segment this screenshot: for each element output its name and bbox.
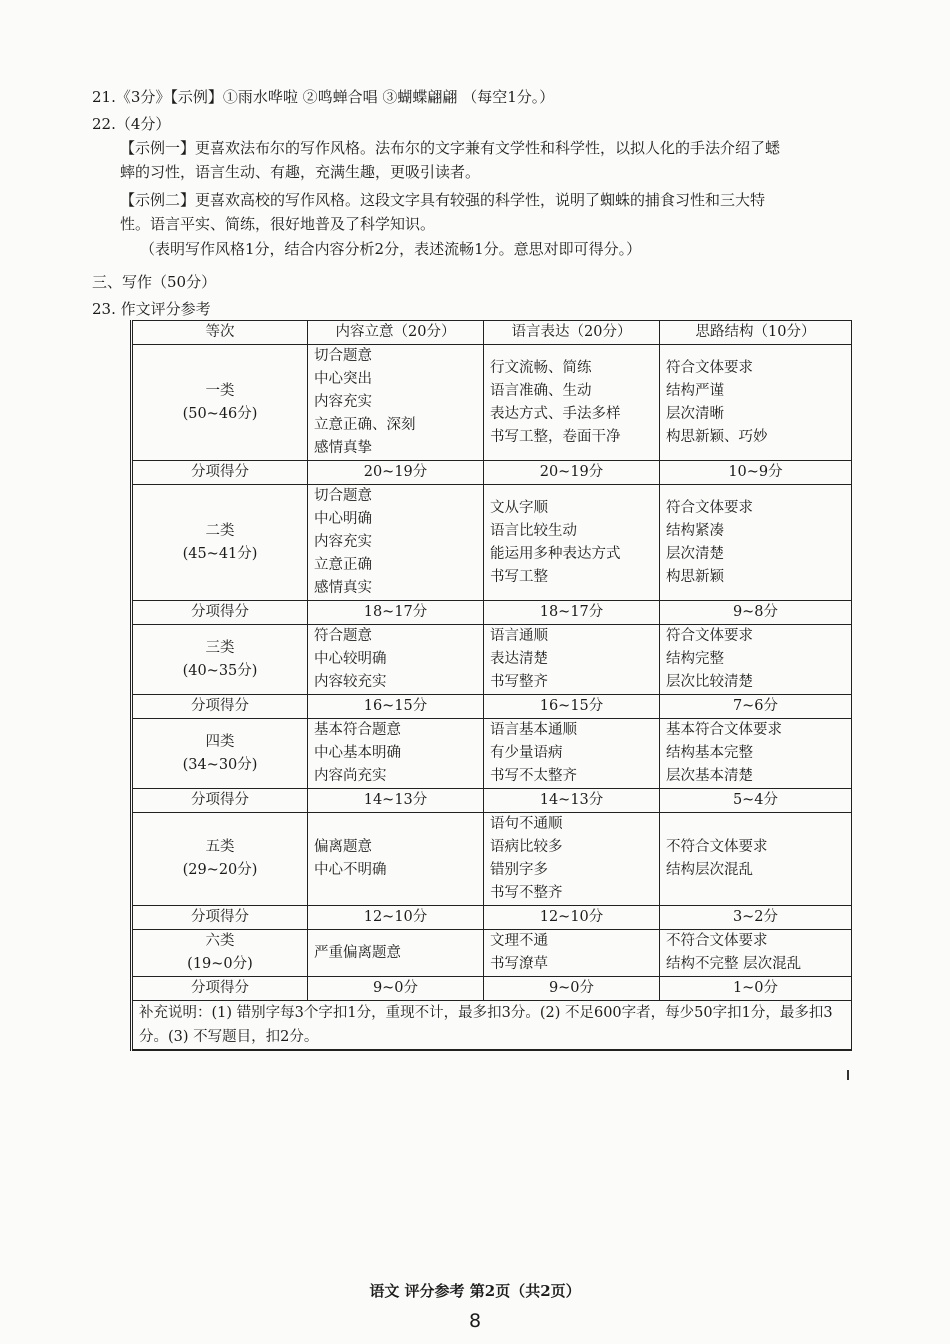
list-item: 书写不整齐 <box>490 885 563 901</box>
q22-example2-line2: 性。语言平实、简练，很好地普及了科学知识。 <box>120 215 436 233</box>
content-score: 20~19分 <box>308 461 484 485</box>
grade-name-cell <box>132 813 308 906</box>
grade-row-6 <box>132 930 852 977</box>
q22-example1-line2: 蟀的习性，语言生动、有趣，充满生趣，更吸引读者。 <box>120 163 481 181</box>
page-footer: 语文 评分参考 第2页（共2页） <box>369 1282 581 1300</box>
grade-range: (50~46分) <box>182 405 258 422</box>
content-criteria <box>308 345 484 461</box>
content-criteria <box>308 625 484 695</box>
list-item: 能运用多种表达方式 <box>490 545 621 562</box>
language-criteria <box>484 625 660 695</box>
header-structure: 思路结构（10分） <box>660 321 852 345</box>
list-item: 语句不通顺 <box>490 816 563 832</box>
q22-example2-line1: 【示例二】更喜欢高校的写作风格。这段文字具有较强的科学性，说明了蜘蛛的捕食习性和三大特 <box>120 191 766 209</box>
score-label: 分项得分 <box>132 906 308 930</box>
list-item: 立意正确、深刻 <box>314 417 416 433</box>
grade-name: 三类 <box>205 639 235 656</box>
list-item: 语言通顺 <box>490 628 548 644</box>
table-header-row <box>132 321 852 345</box>
header-content: 内容立意（20分） <box>308 321 484 345</box>
structure-score: 9~8分 <box>660 601 852 625</box>
score-row-3 <box>132 695 852 719</box>
structure-criteria <box>660 719 852 789</box>
list-item: 文理不通 <box>490 933 548 949</box>
list-item: 语言准确、生动 <box>490 382 592 399</box>
list-item: 书写潦草 <box>490 956 548 972</box>
header-language: 语言表达（20分） <box>484 321 660 345</box>
supplement-note: 补充说明：(1) 错别字每3个字扣1分，重现不计，最多扣3分。(2) 不足600字者，每少50字扣1分，最多扣3分。(3) 不写题目，扣2分。 <box>132 1001 852 1051</box>
list-item: 符合文体要求 <box>666 359 753 376</box>
list-item: 结构不完整 层次混乱 <box>666 956 802 972</box>
language-score: 12~10分 <box>484 906 660 930</box>
grade-name-cell <box>132 719 308 789</box>
q21-answer: 21.《3分》【示例】①雨水哗啦 ②鸣蝉合唱 ③蝴蝶翩翩 （每空1分。） <box>92 88 555 106</box>
language-criteria <box>484 485 660 601</box>
list-item: 严重偏离题意 <box>314 944 401 961</box>
list-item: 中心不明确 <box>314 862 387 878</box>
list-item: 中心较明确 <box>314 651 387 667</box>
grade-name-cell <box>132 625 308 695</box>
list-item: 立意正确 <box>314 557 372 573</box>
score-label: 分项得分 <box>132 977 308 1001</box>
list-item: 中心突出 <box>314 371 372 387</box>
language-criteria <box>484 813 660 906</box>
list-item: 层次清楚 <box>666 545 724 562</box>
header-grade: 等次 <box>132 321 308 345</box>
score-label: 分项得分 <box>132 695 308 719</box>
structure-score: 7~6分 <box>660 695 852 719</box>
grade-name-cell <box>132 930 308 977</box>
structure-score: 1~0分 <box>660 977 852 1001</box>
score-row-1 <box>132 461 852 485</box>
score-row-4 <box>132 789 852 813</box>
grade-range: (19~0分) <box>187 956 253 972</box>
list-item: 结构层次混乱 <box>666 862 753 878</box>
q23-label: 23. 作文评分参考 <box>92 300 211 318</box>
language-score: 9~0分 <box>484 977 660 1001</box>
list-item: 构思新颖、巧妙 <box>666 428 768 445</box>
score-row-2 <box>132 601 852 625</box>
language-criteria <box>484 930 660 977</box>
grade-name: 五类 <box>205 839 235 855</box>
list-item: 内容较充实 <box>314 674 387 690</box>
grade-range: (45~41分) <box>182 545 258 562</box>
grade-name: 四类 <box>205 733 235 750</box>
grade-row-4 <box>132 719 852 789</box>
grade-name-cell <box>132 345 308 461</box>
list-item: 结构紧凑 <box>666 522 724 539</box>
language-criteria <box>484 719 660 789</box>
list-item: 有少量语病 <box>490 745 563 761</box>
content-score: 9~0分 <box>308 977 484 1001</box>
language-score: 18~17分 <box>484 601 660 625</box>
grade-range: (40~35分) <box>182 662 258 679</box>
list-item: 内容尚充实 <box>314 768 387 784</box>
grade-name: 一类 <box>205 382 235 399</box>
structure-criteria <box>660 345 852 461</box>
grade-range: (29~20分) <box>182 862 258 878</box>
structure-score: 3~2分 <box>660 906 852 930</box>
list-item: 错别字多 <box>490 862 548 878</box>
list-item: 结构基本完整 <box>666 745 753 761</box>
list-item: 语言基本通顺 <box>490 722 577 738</box>
list-item: 书写工整，卷面干净 <box>490 428 621 445</box>
list-item: 中心明确 <box>314 511 372 527</box>
list-item: 层次清晰 <box>666 405 724 422</box>
score-label: 分项得分 <box>132 461 308 485</box>
q22-example1-line1: 【示例一】更喜欢法布尔的写作风格。法布尔的文字兼有文学性和科学性，以拟人化的手法介绍了蟋 <box>120 139 781 157</box>
structure-score: 5~4分 <box>660 789 852 813</box>
list-item: 书写工整 <box>490 568 548 585</box>
list-item: 表达方式、手法多样 <box>490 405 621 422</box>
grade-name-cell <box>132 485 308 601</box>
essay-grading-table <box>130 320 852 1051</box>
list-item: 基本符合文体要求 <box>666 722 782 738</box>
list-item: 结构完整 <box>666 651 724 667</box>
list-item: 符合文体要求 <box>666 499 753 516</box>
language-score: 14~13分 <box>484 789 660 813</box>
grade-range: (34~30分) <box>182 756 258 773</box>
list-item: 书写整齐 <box>490 674 548 690</box>
content-score: 12~10分 <box>308 906 484 930</box>
score-row-6 <box>132 977 852 1001</box>
list-item: 基本符合题意 <box>314 722 401 738</box>
q22-label: 22.（4分） <box>92 115 171 133</box>
grade-name: 二类 <box>205 522 235 539</box>
content-criteria <box>308 813 484 906</box>
list-item: 感情真实 <box>314 580 372 596</box>
list-item: 不符合文体要求 <box>666 839 768 855</box>
list-item: 文从字顺 <box>490 499 548 516</box>
list-item: 构思新颖 <box>666 568 724 585</box>
structure-score: 10~9分 <box>660 461 852 485</box>
scan-mark <box>847 1070 849 1080</box>
grade-row-2 <box>132 485 852 601</box>
structure-criteria <box>660 485 852 601</box>
supplement-row <box>132 1001 852 1051</box>
content-score: 14~13分 <box>308 789 484 813</box>
structure-criteria <box>660 813 852 906</box>
list-item: 偏离题意 <box>314 839 372 855</box>
grade-row-1 <box>132 345 852 461</box>
list-item: 切合题意 <box>314 488 372 504</box>
list-item: 行文流畅、简练 <box>490 359 592 376</box>
list-item: 感情真挚 <box>314 440 372 456</box>
page-number: 8 <box>468 1310 482 1332</box>
language-criteria <box>484 345 660 461</box>
list-item: 内容充实 <box>314 394 372 410</box>
content-criteria <box>308 930 484 977</box>
list-item: 层次比较清楚 <box>666 674 753 690</box>
grade-row-5 <box>132 813 852 906</box>
structure-criteria <box>660 625 852 695</box>
list-item: 内容充实 <box>314 534 372 550</box>
list-item: 符合文体要求 <box>666 628 753 644</box>
content-score: 16~15分 <box>308 695 484 719</box>
content-score: 18~17分 <box>308 601 484 625</box>
list-item: 中心基本明确 <box>314 745 401 761</box>
score-label: 分项得分 <box>132 601 308 625</box>
list-item: 表达清楚 <box>490 651 548 667</box>
list-item: 层次基本清楚 <box>666 768 753 784</box>
list-item: 不符合文体要求 <box>666 933 768 949</box>
list-item: 符合题意 <box>314 628 372 644</box>
list-item: 书写不太整齐 <box>490 768 577 784</box>
score-label: 分项得分 <box>132 789 308 813</box>
section-writing-title: 三、写作（50分） <box>92 273 217 291</box>
content-criteria <box>308 485 484 601</box>
score-row-5 <box>132 906 852 930</box>
grade-row-3 <box>132 625 852 695</box>
list-item: 语言比较生动 <box>490 522 577 539</box>
q22-scoring-note: （表明写作风格1分，结合内容分析2分，表述流畅1分。意思对即可得分。） <box>140 240 642 258</box>
language-score: 20~19分 <box>484 461 660 485</box>
list-item: 结构严谨 <box>666 382 724 399</box>
list-item: 切合题意 <box>314 348 372 364</box>
language-score: 16~15分 <box>484 695 660 719</box>
content-criteria <box>308 719 484 789</box>
list-item: 语病比较多 <box>490 839 563 855</box>
grade-name: 六类 <box>205 933 235 949</box>
structure-criteria <box>660 930 852 977</box>
